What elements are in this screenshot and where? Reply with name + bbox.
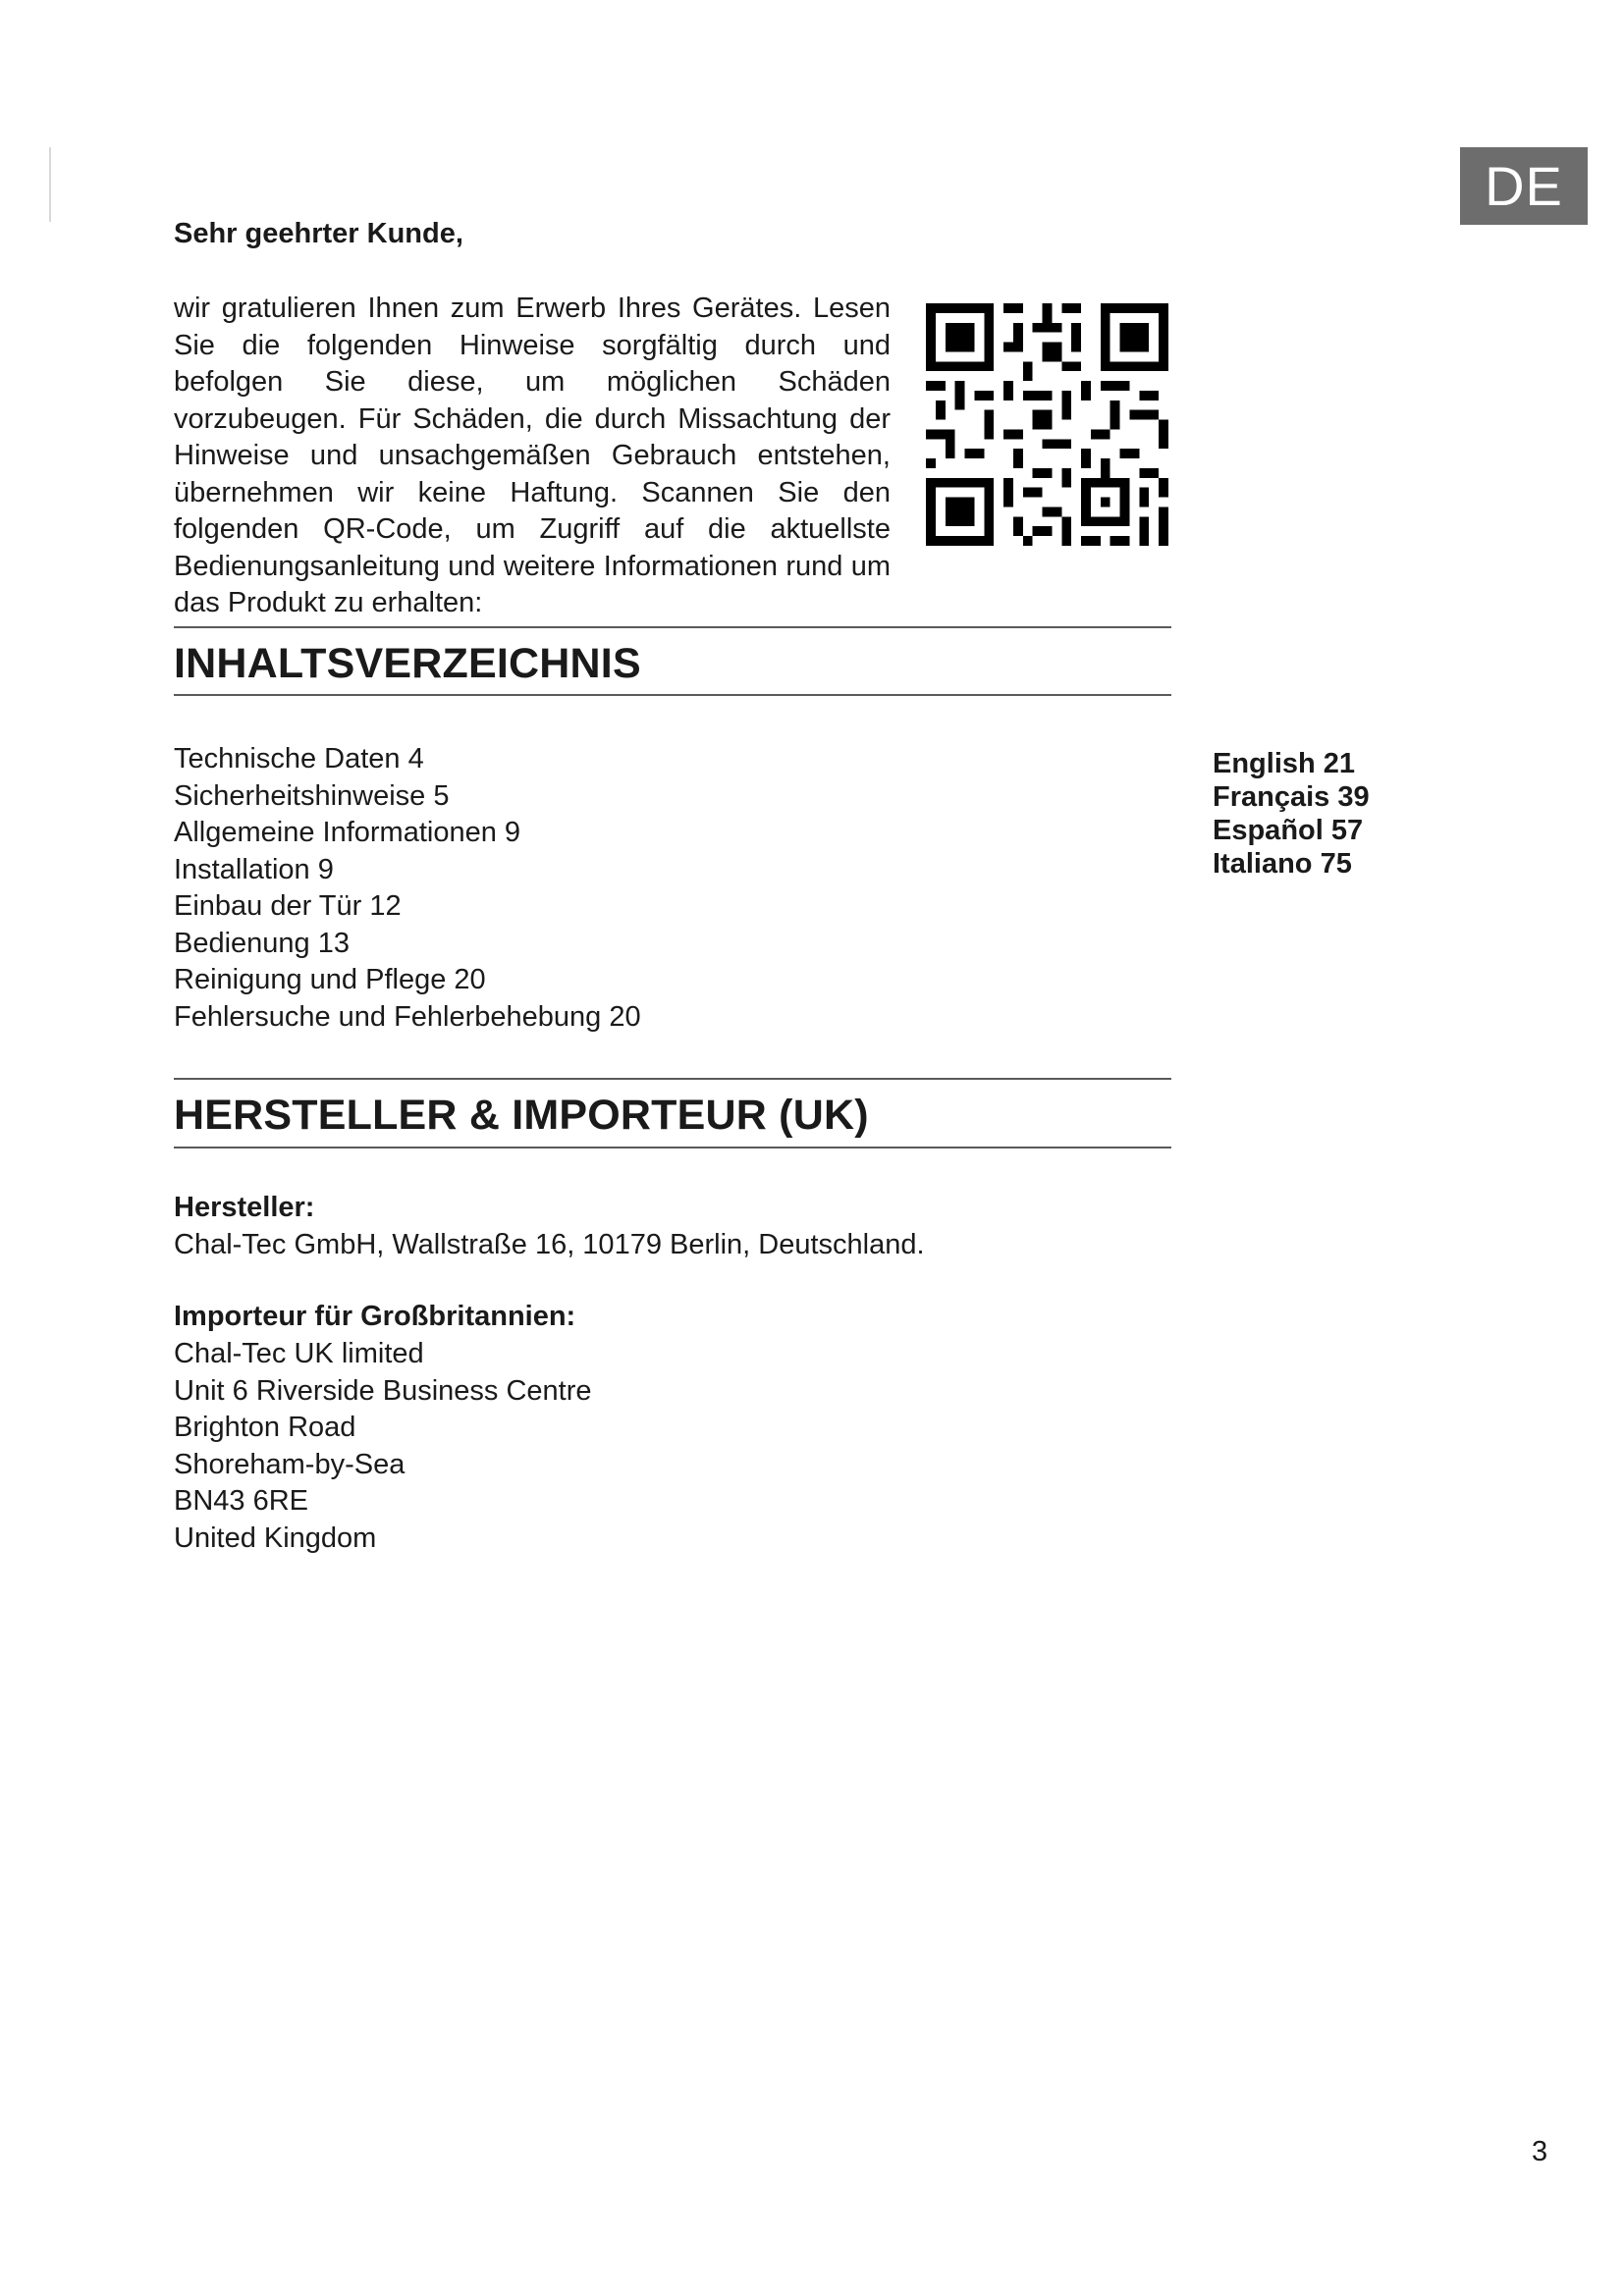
toc-title: INHALTSVERZEICHNIS (174, 640, 641, 687)
greeting: Sehr geehrter Kunde, (174, 218, 463, 249)
qr-code-icon[interactable] (926, 303, 1168, 546)
language-link-english[interactable]: English 21 (1213, 748, 1356, 779)
importer-line: BN43 6RE (174, 1485, 309, 1517)
toc-item-reinigung-und-pflege[interactable]: Reinigung und Pflege 20 (174, 964, 486, 995)
toc-item-sicherheitshinweise[interactable]: Sicherheitshinweise 5 (174, 779, 450, 812)
language-index (1213, 747, 1370, 881)
importer-line: Brighton Road (174, 1412, 356, 1443)
language-tab: DE (1460, 147, 1588, 225)
manufacturer-title: HERSTELLER & IMPORTEUR (UK) (174, 1092, 869, 1139)
toc-item-einbau-der-tuer[interactable]: Einbau der Tür 12 (174, 890, 402, 922)
importer-line: United Kingdom (174, 1522, 377, 1554)
manufacturer-address: Chal-Tec GmbH, Wallstraße 16, 10179 Berlin, Deutschland. (174, 1229, 925, 1260)
margin-marker (49, 147, 51, 222)
toc-item-installation[interactable]: Installation 9 (174, 853, 334, 885)
importer-address (174, 1336, 592, 1557)
table-of-contents (174, 741, 641, 1036)
importer-line: Unit 6 Riverside Business Centre (174, 1374, 592, 1407)
toc-item-fehlersuche[interactable]: Fehlersuche und Fehlerbehebung 20 (174, 1000, 641, 1033)
language-link-italiano[interactable]: Italiano 75 (1213, 848, 1352, 880)
manufacturer-top-rule (174, 1078, 1171, 1080)
toc-top-rule (174, 626, 1171, 628)
toc-item-bedienung[interactable]: Bedienung 13 (174, 927, 350, 959)
language-link-espanol[interactable]: Español 57 (1213, 815, 1364, 846)
page-number: 3 (1532, 2136, 1548, 2167)
language-link-francais[interactable]: Français 39 (1213, 781, 1370, 813)
importer-line: Shoreham-by-Sea (174, 1448, 406, 1480)
manufacturer-bottom-rule (174, 1147, 1171, 1148)
toc-bottom-rule (174, 694, 1171, 696)
toc-item-allgemeine-informationen[interactable]: Allgemeine Informationen 9 (174, 817, 521, 848)
importer-label: Importeur für Großbritannien: (174, 1301, 576, 1332)
importer-line: Chal-Tec UK limited (174, 1338, 424, 1369)
manufacturer-label: Hersteller: (174, 1192, 315, 1223)
intro-paragraph: wir gratulieren Ihnen zum Erwerb Ihres Gerätes. Lesen Sie die folgenden Hinweise sorgfältig durch und befolgen Sie diese, um möglichen Schäden vorzubeugen. Für Schäden, die durch Missachtung der Hinweise und unsachgemäßen Gebrauch entstehen, übernehmen wir keine Haftung. Scannen Sie den folgenden QR-Code, um Zugriff auf die aktuellste Bedienungsanleitung und weitere Informationen rund um das Produkt zu erhalten: (174, 293, 891, 618)
toc-item-technische-daten[interactable]: Technische Daten 4 (174, 743, 424, 774)
